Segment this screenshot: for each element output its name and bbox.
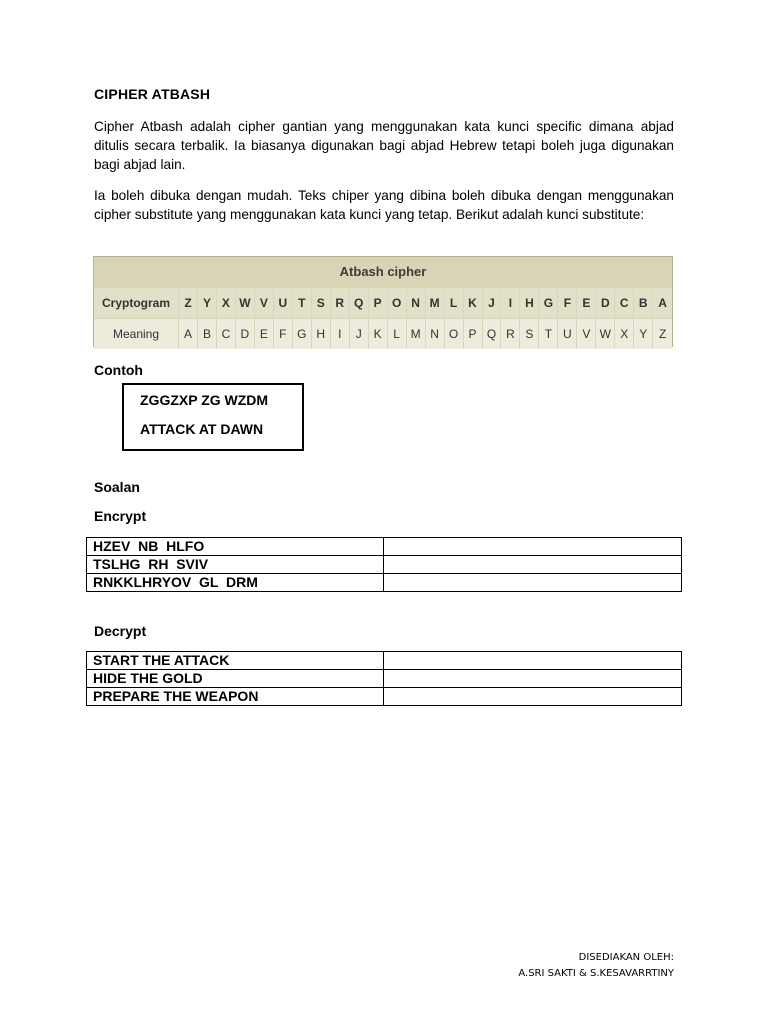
meaning-letter: J (349, 319, 368, 350)
document-title: CIPHER ATBASH (94, 86, 211, 102)
cryptogram-label: Cryptogram (94, 288, 179, 319)
meaning-letter: G (292, 319, 311, 350)
table-row (87, 670, 682, 688)
meaning-letter: H (311, 319, 330, 350)
meaning-letter: L (387, 319, 406, 350)
decrypt-question-2: HIDE THE GOLD (87, 670, 384, 688)
cryptogram-letter: B (634, 288, 653, 319)
cryptogram-letter: F (558, 288, 577, 319)
decrypt-answer-2[interactable] (384, 670, 682, 688)
cryptogram-letter: G (539, 288, 558, 319)
atbash-cipher-table (93, 256, 673, 347)
meaning-letter: C (216, 319, 235, 350)
meaning-letter: Y (634, 319, 653, 350)
meaning-letter: A (179, 319, 198, 350)
cryptogram-letter: J (482, 288, 501, 319)
meaning-label: Meaning (94, 319, 179, 350)
meaning-letter: B (197, 319, 216, 350)
cryptogram-letter: C (615, 288, 634, 319)
cryptogram-letter: S (311, 288, 330, 319)
meaning-letter: E (254, 319, 273, 350)
meaning-letter: N (425, 319, 444, 350)
encrypt-heading: Encrypt (94, 508, 147, 524)
key-paragraph: Ia boleh dibuka dengan mudah. Teks chiper yang dibina boleh dibuka dengan menggunakan cipher substitute yang menggunakan kata kunci yang tetap. Berikut adalah kunci substitute: (94, 188, 674, 222)
example-box (122, 383, 304, 451)
cryptogram-letter: Y (197, 288, 216, 319)
table-row (87, 574, 682, 592)
questions-heading: Soalan (94, 479, 140, 495)
meaning-letter: Q (482, 319, 501, 350)
atbash-table-heading: Atbash cipher (94, 257, 672, 287)
decrypt-answer-1[interactable] (384, 652, 682, 670)
meaning-letter: W (596, 319, 615, 350)
decrypt-heading: Decrypt (94, 623, 147, 639)
table-row (87, 688, 682, 706)
authors: A.SRI SAKTI & S.KESAVARRTINY (518, 968, 674, 979)
meaning-letter: K (368, 319, 387, 350)
table-row (87, 538, 682, 556)
encrypt-table (86, 537, 682, 592)
meaning-letter: T (539, 319, 558, 350)
atbash-grid (94, 287, 672, 349)
table-row (87, 556, 682, 574)
cryptogram-letter: O (387, 288, 406, 319)
cryptogram-letter: N (406, 288, 425, 319)
meaning-letter: D (235, 319, 254, 350)
cryptogram-letter: M (425, 288, 444, 319)
meaning-letter: R (501, 319, 520, 350)
meaning-letter: P (463, 319, 482, 350)
encrypt-answer-1[interactable] (384, 538, 682, 556)
cryptogram-letter: V (254, 288, 273, 319)
intro-paragraph: Cipher Atbash adalah cipher gantian yang menggunakan kata kunci specific dimana abjad ditulis secara terbalik. Ia biasanya digunakan bagi abjad Hebrew tetapi boleh juga digunakan bagi abjad lain. (94, 119, 674, 172)
meaning-letter: F (273, 319, 292, 350)
cryptogram-letter: E (577, 288, 596, 319)
cryptogram-letter: K (463, 288, 482, 319)
meaning-letter: S (520, 319, 539, 350)
cryptogram-letter: L (444, 288, 463, 319)
encrypt-answer-3[interactable] (384, 574, 682, 592)
cryptogram-letter: D (596, 288, 615, 319)
decrypt-question-1: START THE ATTACK (87, 652, 384, 670)
footer (518, 950, 674, 982)
meaning-letter: O (444, 319, 463, 350)
decrypt-answer-3[interactable] (384, 688, 682, 706)
prepared-by-label: DISEDIAKAN OLEH: (578, 952, 674, 963)
table-row (87, 652, 682, 670)
example-cipher-text: ZGGZXP ZG WZDM (140, 392, 269, 408)
cryptogram-row (94, 288, 672, 319)
encrypt-answer-2[interactable] (384, 556, 682, 574)
meaning-letter: U (558, 319, 577, 350)
cryptogram-letter: U (273, 288, 292, 319)
meaning-letter: I (330, 319, 349, 350)
cryptogram-letter: I (501, 288, 520, 319)
encrypt-question-3: RNKKLHRYOV GL DRM (87, 574, 384, 592)
cryptogram-letter: W (235, 288, 254, 319)
meaning-letter: V (577, 319, 596, 350)
cryptogram-letter: P (368, 288, 387, 319)
meaning-letter: Z (653, 319, 672, 350)
cryptogram-letter: Q (349, 288, 368, 319)
decrypt-question-3: PREPARE THE WEAPON (87, 688, 384, 706)
encrypt-question-1: HZEV NB HLFO (87, 538, 384, 556)
encrypt-question-2: TSLHG RH SVIV (87, 556, 384, 574)
meaning-row (94, 319, 672, 350)
meaning-letter: X (615, 319, 634, 350)
cryptogram-letter: T (292, 288, 311, 319)
meaning-letter: M (406, 319, 425, 350)
cryptogram-letter: X (216, 288, 235, 319)
cryptogram-letter: H (520, 288, 539, 319)
example-plain-text: ATTACK AT DAWN (140, 421, 264, 437)
cryptogram-letter: Z (179, 288, 198, 319)
decrypt-table (86, 651, 682, 706)
example-heading: Contoh (94, 362, 143, 378)
cryptogram-letter: R (330, 288, 349, 319)
cryptogram-letter: A (653, 288, 672, 319)
